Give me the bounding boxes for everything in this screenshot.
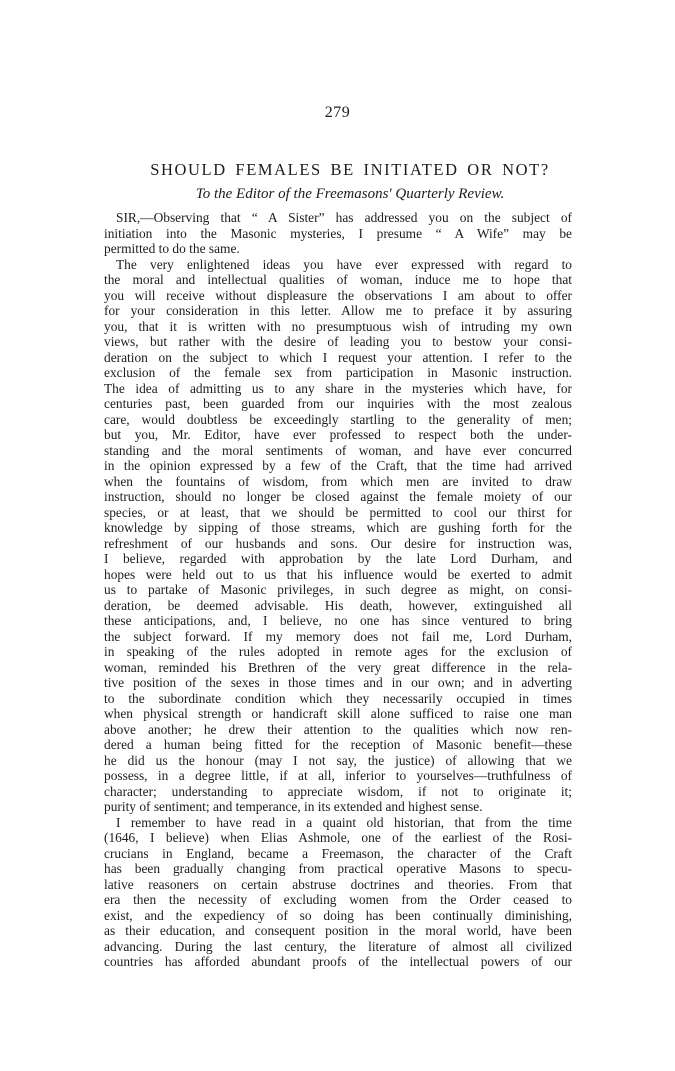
text-line: as their education, and consequent position in the moral world, have been [104,923,572,938]
text-line: woman, reminded his Brethren of the very great difference in the rela- [104,659,572,675]
text-line: The very enlightened ideas you have ever expressed with regard to [116,256,572,272]
text-line: when the fountains of wisdom, from which men are invited to draw [104,473,572,489]
text-line: you will receive without displeasure the observations I am about to offer [104,287,572,303]
text-line: character; understanding to appreciate wisdom, if not to originate it; [104,783,572,799]
text-line: species, or at least, that we should be permitted to cool our thirst for [104,504,572,520]
text-line: exclusion of the female sex from participation in Masonic instruction. [104,365,572,380]
text-line: in speaking of the rules adopted in remote ages for the exclusion of [104,644,572,659]
text-line: initiation into the Masonic mysteries, I presume “ A Wife” may be [104,225,572,241]
text-line: instruction, should no longer be closed against the female moiety of our [104,489,572,504]
text-line: lative reasoners on certain abstruse doctrines and theories. From that [104,876,572,892]
text-line: but you, Mr. Editor, have ever professed to respect both the under- [104,427,572,442]
text-line: has been gradually changing from practical operative Masons to specu- [104,861,572,876]
text-line: hopes were held out to us that his influence would be exerted to admit [104,566,572,582]
text-line: era then the necessity of excluding women from the Order ceased to [104,892,572,907]
text-line: care, would doubtless be exceedingly startling to the generality of men; [104,411,572,427]
text-line: dered a human being fitted for the reception of Masonic benefit—these [104,737,572,752]
text-line: permitted to do the same. [104,241,240,256]
article-title: SHOULD FEMALES BE INITIATED OR NOT? [150,160,550,179]
text-line: these anticipations, and, I believe, no one has since ventured to bring [104,613,572,628]
paragraph [104,257,572,815]
article-body [104,210,572,970]
text-line: you, that it is written with no presumptuous wish of intruding my own [104,318,572,334]
text-line: (1646, I believe) when Elias Ashmole, one of the earliest of the Rosi- [104,830,572,845]
text-line: possess, in a degree little, if at all, inferior to yourselves—truthfulness of [104,768,572,783]
text-line: I remember to have read in a quaint old historian, that from the time [116,814,572,830]
paragraph [104,815,572,970]
text-line: to the subordinate condition which they necessarily occupied in times [104,690,572,706]
text-line: centuries past, been guarded from our inquiries with the most zealous [104,396,572,411]
text-line: crucians in England, became a Freemason, the character of the Craft [104,845,572,861]
text-line: us to partake of Masonic privileges, in such degree as might, on consi- [104,582,572,597]
text-line: the subject forward. If my memory does not fail me, Lord Durham, [104,628,572,644]
article-subtitle: To the Editor of the Freemasons' Quarterly Review. [195,186,505,202]
text-line: refreshment of our husbands and sons. Our desire for instruction was, [104,535,572,551]
text-line: he did us the honour (may I not say, the justice) of allowing that we [104,752,572,768]
text-line: the moral and intellectual qualities of woman, induce me to hope that [104,272,572,287]
page-number: 279 [324,104,351,121]
text-line: deration on the subject to which I request your attention. I refer to the [104,349,572,365]
text-line: for your consideration in this letter. Allow me to preface it by assuring [104,303,572,318]
text-line: knowledge by sipping of those streams, which are gushing forth for the [104,520,572,535]
text-line: deration, be deemed advisable. His death, however, extinguished all [104,597,572,613]
text-line: SIR,—Observing that “ A Sister” has addressed you on the subject of [116,210,572,225]
text-line: advancing. During the last century, the literature of almost all civilized [104,938,572,954]
text-line: The idea of admitting us to any share in the mysteries which have, for [104,380,572,396]
text-line: tive position of the sexes in those times and in our own; and in adverting [104,675,572,690]
text-line: standing and the moral sentiments of woman, and have ever concurred [104,442,572,458]
text-line: exist, and the expediency of so doing has been continually diminishing, [104,907,572,923]
text-line: purity of sentiment; and temperance, in its extended and highest sense. [104,799,483,814]
text-line: countries has afforded abundant proofs of the intellectual powers of our [104,954,572,969]
text-line: views, but rather with the desire of leading you to bestow your consi- [104,334,572,349]
text-line: I believe, regarded with approbation by the late Lord Durham, and [104,551,572,566]
text-line: above another; he drew their attention to the qualities which now ren- [104,721,572,737]
text-line: in the opinion expressed by a few of the Craft, that the time had arrived [104,458,572,473]
text-line: when physical strength or handicraft skill alone sufficed to raise one man [104,706,572,721]
paragraph [104,210,572,257]
